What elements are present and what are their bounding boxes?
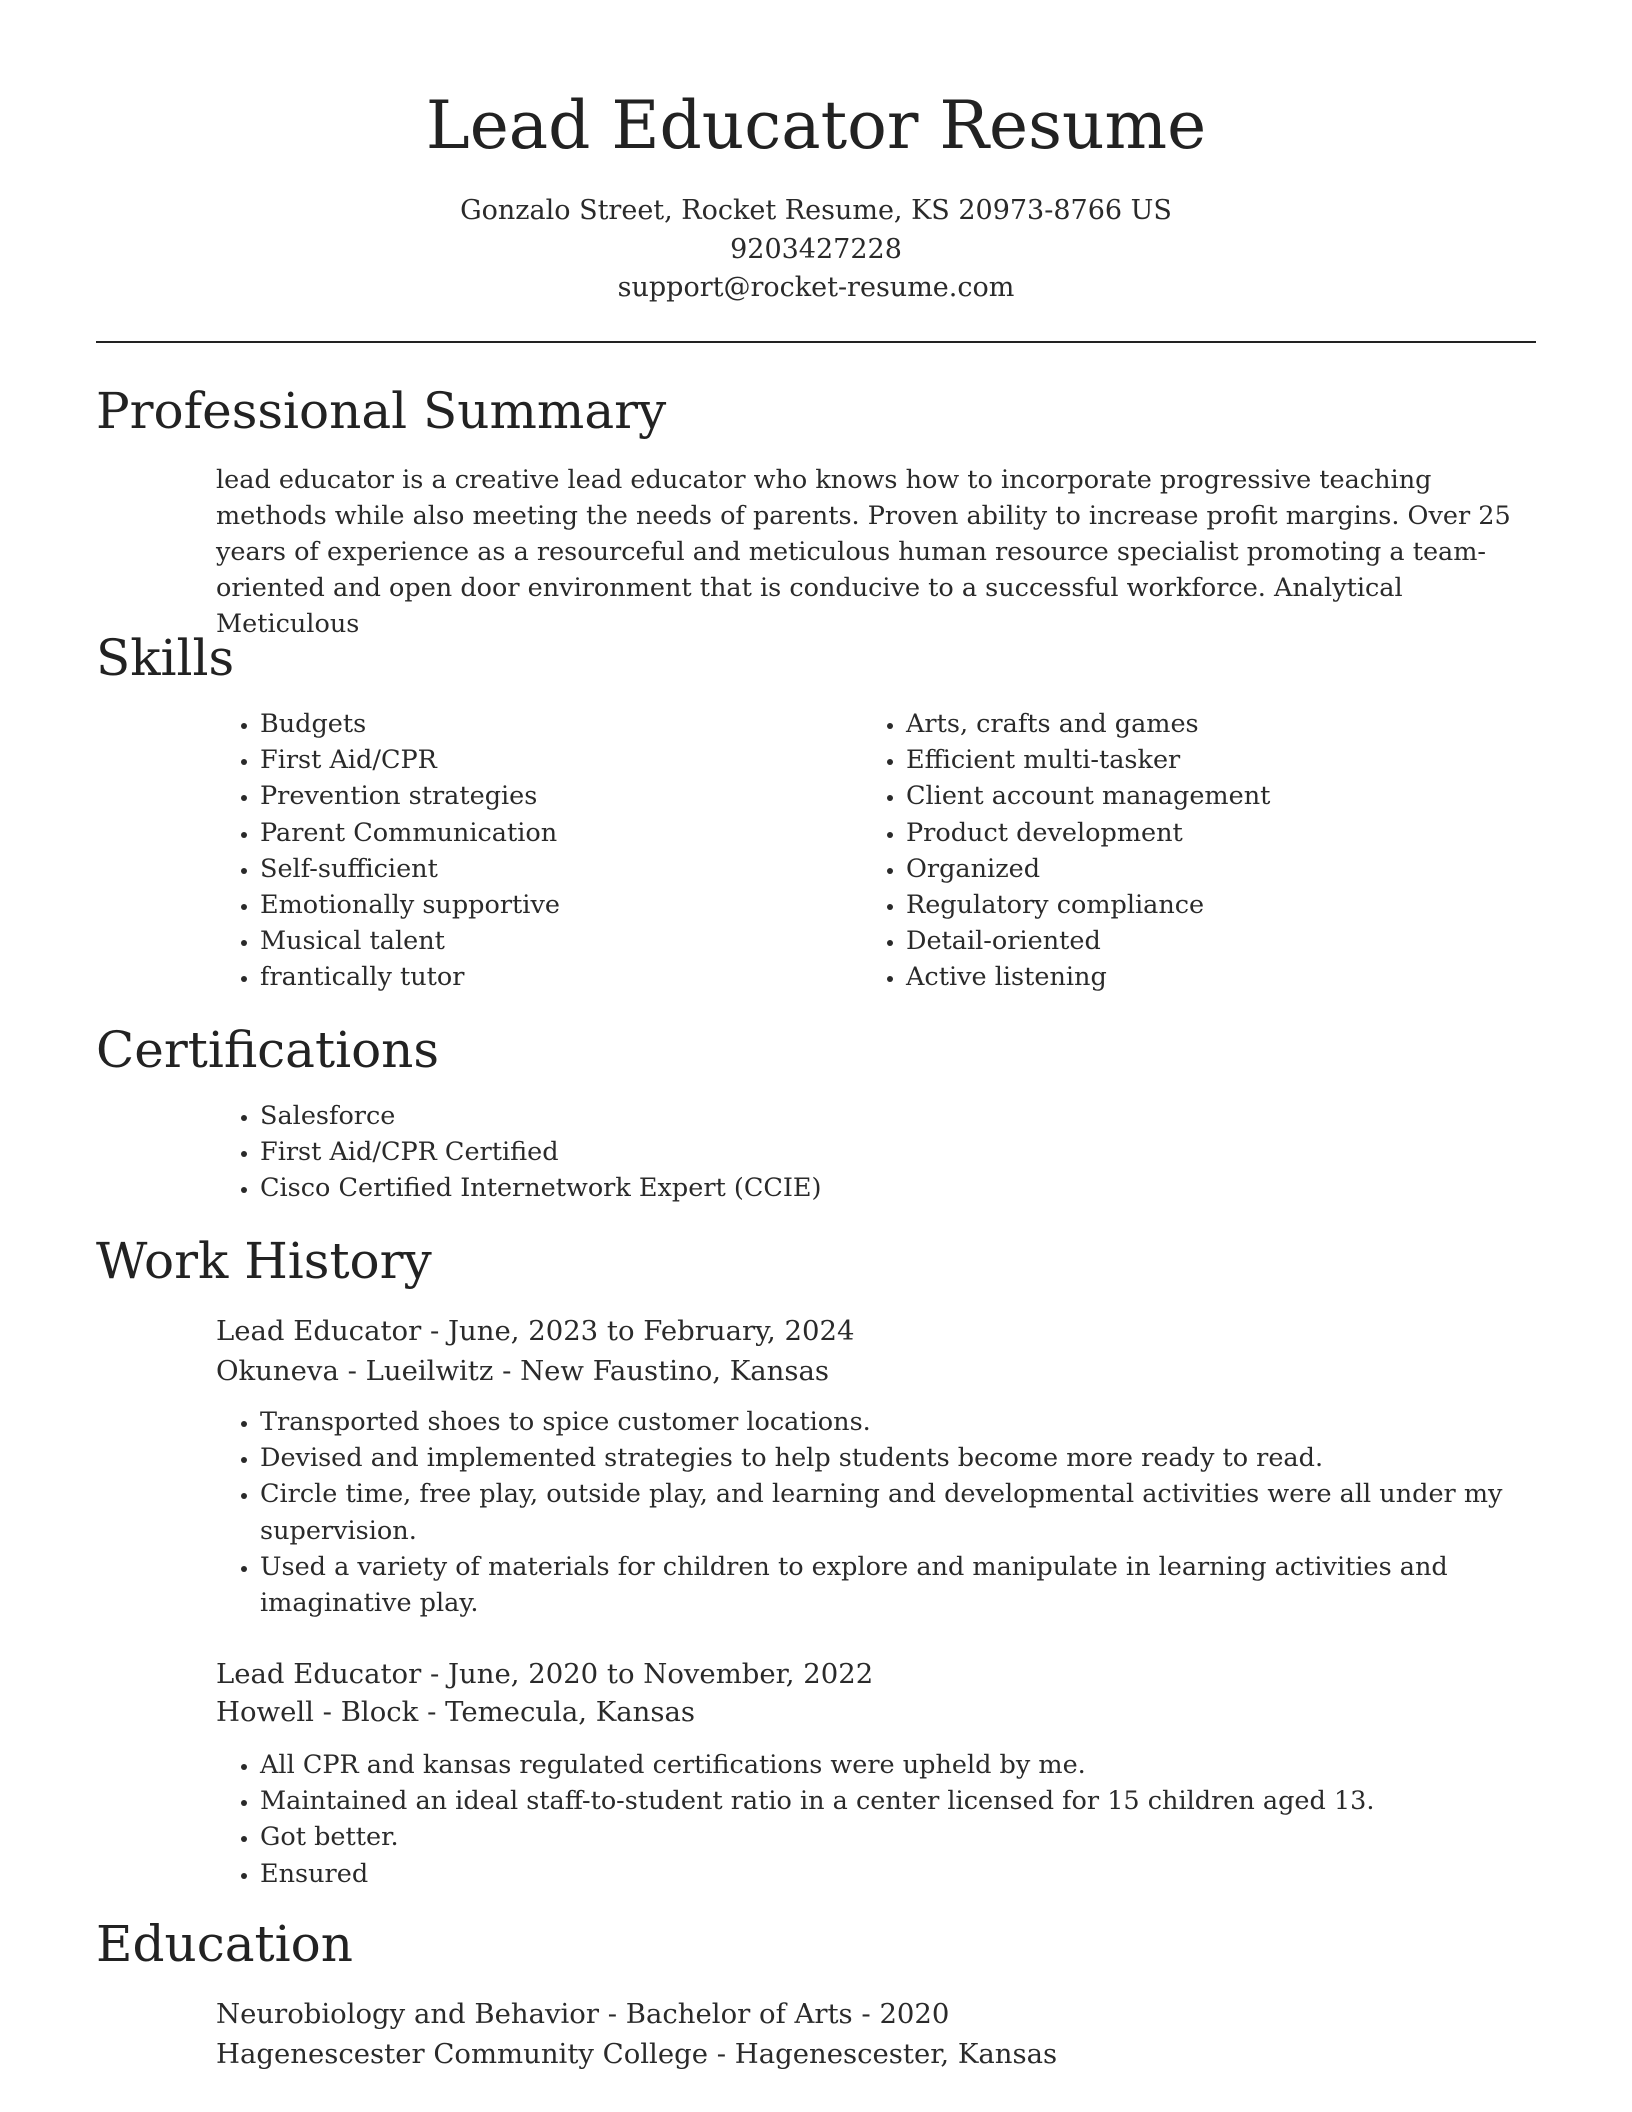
contact-block <box>0 192 1632 308</box>
list-item: • Got better. <box>260 1819 1560 1855</box>
skills-heading: Skills <box>96 629 235 687</box>
list-item: • First Aid/CPR <box>260 742 820 778</box>
certifications-heading: Certifications <box>96 1021 440 1079</box>
list-item: • Self-sufficient <box>260 851 820 887</box>
education-degree-line: Neurobiology and Behavior - Bachelor of Arts - 2020 <box>216 1998 950 2030</box>
list-item: • All CPR and kansas regulated certifications were upheld by me. <box>260 1747 1560 1783</box>
list-item: • Musical talent <box>260 923 820 959</box>
list-item: • Emotionally supportive <box>260 887 820 923</box>
list-item: • Client account management <box>906 778 1546 814</box>
contact-email: support@rocket-resume.com <box>617 272 1015 303</box>
list-item: • Arts, crafts and games <box>906 706 1546 742</box>
contact-phone: 9203427228 <box>730 233 902 265</box>
list-item: • frantically tutor <box>260 959 820 995</box>
list-item: • Salesforce <box>260 1098 1460 1134</box>
list-item: • Detail-oriented <box>906 923 1546 959</box>
list-item: • Prevention strategies <box>260 778 820 814</box>
list-item: • Ensured <box>260 1856 1560 1892</box>
certifications-list <box>216 1098 1460 1207</box>
education-school-line: Hagenescester Community College - Hagenescester, Kansas <box>216 2038 1058 2070</box>
resume-title: Lead Educator Resume <box>425 87 1207 164</box>
skills-list-left <box>216 706 820 996</box>
list-item: • Parent Communication <box>260 815 820 851</box>
summary-text: lead educator is a creative lead educator who knows how to incorporate progressive teaching methods while also meeting the needs of parents. Proven ability to increase profit margins. Over 25 years of experience as a resourceful and meticulous human resource specialist promoting a team-oriented and open door environment that is conducive to a successful workforce. Analytical Meticulous <box>216 465 1511 639</box>
skills-list-right <box>862 706 1546 996</box>
list-item: • Active listening <box>906 959 1546 995</box>
list-item: • Transported shoes to spice customer locations. <box>260 1404 1560 1440</box>
work-history-heading: Work History <box>96 1232 432 1290</box>
job-company-line: Okuneva - Lueilwitz - New Faustino, Kansas <box>216 1355 830 1387</box>
list-item: • Cisco Certified Internetwork Expert (CCIE) <box>260 1170 1460 1206</box>
list-item: • Organized <box>906 851 1546 887</box>
list-item: • Budgets <box>260 706 820 742</box>
list-item: • Devised and implemented strategies to help students become more ready to read. <box>260 1440 1560 1476</box>
education-heading: Education <box>96 1915 353 1973</box>
list-item: • Product development <box>906 815 1546 851</box>
list-item: • Used a variety of materials for children to explore and manipulate in learning activities and imaginative play. <box>260 1549 1560 1621</box>
header-divider <box>96 341 1536 343</box>
list-item: • Regulatory compliance <box>906 887 1546 923</box>
contact-address: Gonzalo Street, Rocket Resume, KS 20973-8766 US <box>460 195 1172 226</box>
list-item: • First Aid/CPR Certified <box>260 1134 1460 1170</box>
list-item: • Maintained an ideal staff-to-student ratio in a center licensed for 15 children aged 13. <box>260 1783 1560 1819</box>
job-bullets <box>216 1747 1560 1892</box>
list-item: • Circle time, free play, outside play, and learning and developmental activities were all under my supervision. <box>260 1476 1560 1548</box>
list-item: • Efficient multi-tasker <box>906 742 1546 778</box>
job-bullets <box>216 1404 1560 1621</box>
summary-heading: Professional Summary <box>96 382 667 440</box>
job-title-line: Lead Educator - June, 2020 to November, 2022 <box>216 1658 874 1690</box>
job-title-line: Lead Educator - June, 2023 to February, 2024 <box>216 1315 855 1347</box>
job-company-line: Howell - Block - Temecula, Kansas <box>216 1696 696 1728</box>
